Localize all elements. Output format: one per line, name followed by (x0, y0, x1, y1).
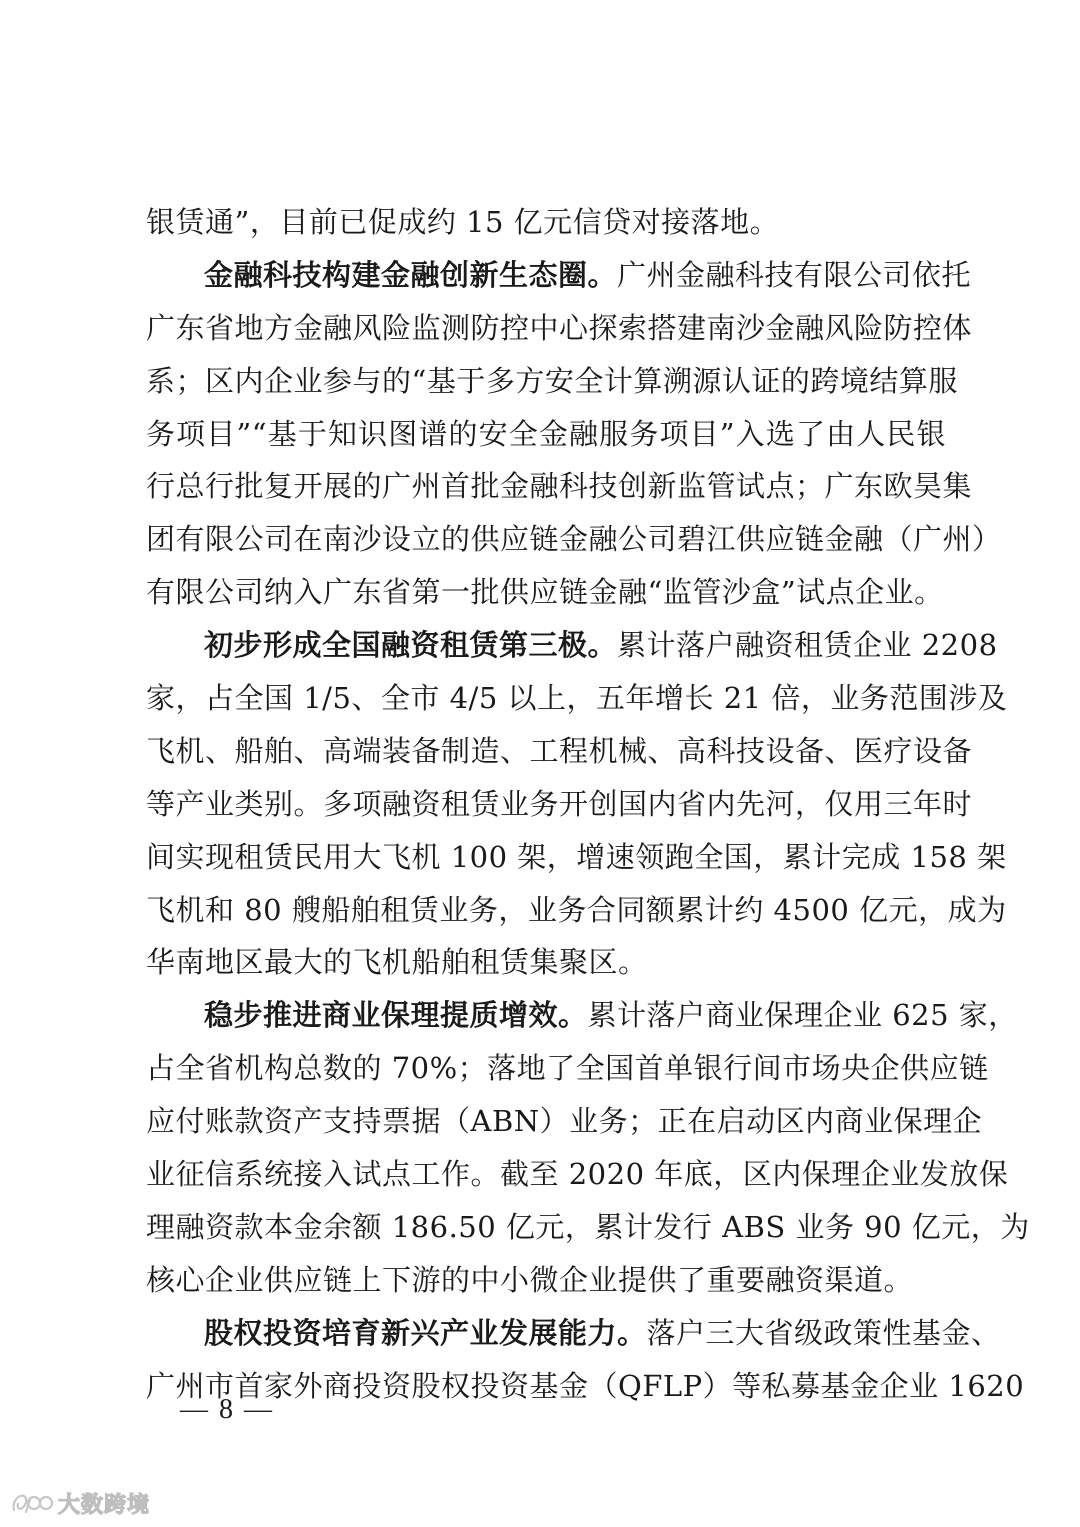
line-text: 间实现租赁民用大飞机 100 架，增速领跑全国，累计完成 158 架 (146, 839, 1007, 874)
paragraph-heading: 初步形成全国融资租赁第三极。 (204, 628, 618, 663)
line-text: 等产业类别。多项融资租赁业务开创国内省内先河，仅用三年时 (146, 786, 973, 821)
line-text: 家，占全国 1/5、全市 4/5 以上，五年增长 21 倍，业务范围涉及 (146, 681, 1008, 716)
line-text: 广东省地方金融风险监测防控中心探索搭建南沙金融风险防控体 (146, 310, 973, 345)
text-line (146, 355, 958, 408)
paragraph-start-line (146, 989, 1018, 1042)
paragraph-start-line (146, 619, 998, 672)
line-text: 累计落户融资租赁企业 2208 (617, 628, 998, 663)
line-text: 核心企业供应链上下游的中小微企业提供了重要融资渠道。 (146, 1262, 914, 1297)
text-line (146, 1042, 989, 1095)
line-text: 团有限公司在南沙设立的供应链金融公司碧江供应链金融（广州） (146, 522, 1002, 557)
line-text: 广州市首家外商投资股权投资基金（QFLP）等私募基金企业 1620 (146, 1368, 1025, 1403)
line-text: 飞机和 80 艘船舶租赁业务，业务合同额累计约 4500 亿元，成为 (146, 892, 1007, 927)
line-text: 广州金融科技有限公司依托 (617, 257, 972, 292)
line-text: 务项目”“基于知识图谱的安全金融服务项目”入选了由人民银 (146, 416, 946, 451)
text-line (146, 408, 946, 461)
text-line (146, 460, 973, 513)
line-text: 有限公司纳入广东省第一批供应链金融“监管沙盒”试点企业。 (146, 575, 944, 610)
line-text: 应付账款资产支持票据（ABN）业务；正在启动区内商业保理企 (146, 1104, 983, 1139)
text-line (146, 1148, 1009, 1201)
body-text (146, 196, 1030, 1412)
line-text: 系；区内企业参与的“基于多方安全计算溯源认证的跨境结算服 (146, 363, 958, 398)
paragraph-heading: 股权投资培育新兴产业发展能力。 (204, 1315, 647, 1350)
paragraph-start-line (146, 1307, 1001, 1360)
text-line (146, 196, 946, 249)
line-text: 累计落户商业保理企业 625 家， (587, 998, 1018, 1033)
line-text: 华南地区最大的飞机船舶租赁集聚区。 (146, 945, 648, 980)
text-line (146, 778, 973, 831)
line-text: 理融资款本金余额 186.50 亿元，累计发行 ABS 业务 90 亿元，为 (146, 1209, 1030, 1244)
paragraph-heading: 金融科技构建金融创新生态圈。 (204, 257, 618, 292)
text-line (146, 1254, 946, 1307)
paragraph-start-line (146, 249, 972, 302)
text-line (146, 831, 1007, 884)
line-text: 行总行批复开展的广州首批金融科技创新监管试点；广东欧昊集 (146, 469, 973, 504)
watermark-logo-icon (10, 1490, 54, 1516)
text-line (146, 302, 973, 355)
text-line (146, 725, 973, 778)
watermark (10, 1488, 150, 1518)
text-line (146, 884, 1007, 937)
watermark-text: 大数跨境 (58, 1492, 151, 1518)
text-line (146, 566, 946, 619)
line-text: 业征信系统接入试点工作。截至 2020 年底，区内保理企业发放保 (146, 1157, 1009, 1192)
line-text: 银赁通”，目前已促成约 15 亿元信贷对接落地。 (146, 205, 780, 239)
line-text: 占全省机构总数的 70%；落地了全国首单银行间市场央企供应链 (146, 1051, 989, 1086)
line-text: 飞机、船舶、高端装备制造、工程机械、高科技设备、医疗设备 (146, 733, 973, 768)
page-number: — 8 — (180, 1394, 274, 1425)
text-line (146, 513, 1002, 566)
text-line (146, 1095, 983, 1148)
paragraph-heading: 稳步推进商业保理提质增效。 (204, 998, 588, 1033)
text-line (146, 1201, 1030, 1254)
text-line (146, 936, 946, 989)
line-text: 落户三大省级政策性基金、 (646, 1315, 1001, 1350)
text-line (146, 672, 1008, 725)
